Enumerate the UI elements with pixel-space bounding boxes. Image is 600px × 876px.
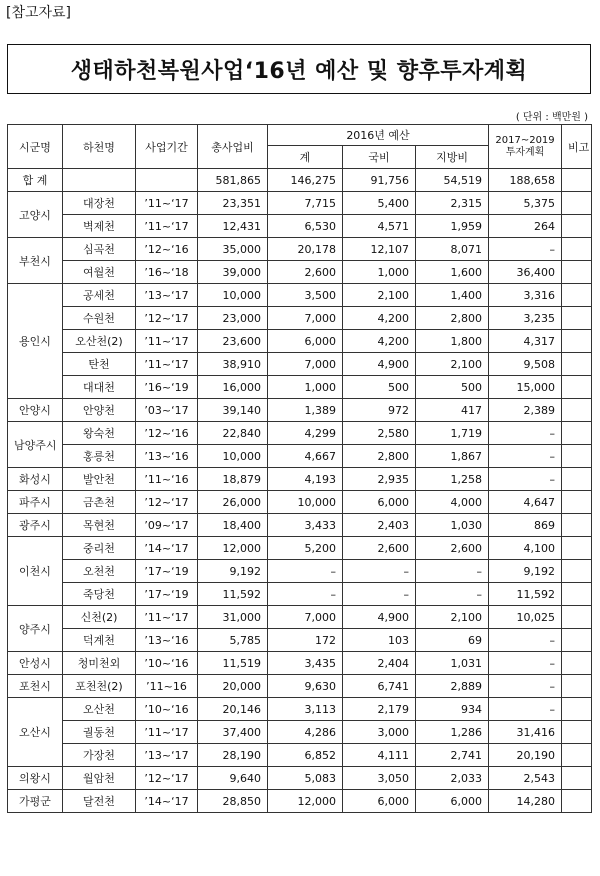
note-cell <box>562 491 592 514</box>
plan-cell: 2,543 <box>489 767 562 790</box>
sum-cell: 4,193 <box>268 468 343 491</box>
plan-cell: – <box>489 445 562 468</box>
total-cell: 9,192 <box>198 560 268 583</box>
table-row <box>8 744 592 767</box>
total-cell: 28,850 <box>198 790 268 813</box>
sum-cell: 9,630 <box>268 675 343 698</box>
national-cell: 1,000 <box>343 261 416 284</box>
note-cell <box>562 330 592 353</box>
table-row <box>8 261 592 284</box>
local-cell: 2,600 <box>416 537 489 560</box>
table-row <box>8 537 592 560</box>
plan-cell: – <box>489 629 562 652</box>
river-cell: 심곡천 <box>63 238 136 261</box>
period-cell: ’14~‘17 <box>136 790 198 813</box>
sum-cell: – <box>268 560 343 583</box>
national-cell: 6,000 <box>343 790 416 813</box>
table-row <box>8 560 592 583</box>
plan-cell: – <box>489 422 562 445</box>
national-cell: 4,571 <box>343 215 416 238</box>
river-cell: 가장천 <box>63 744 136 767</box>
total-cell <box>562 169 592 192</box>
plan-cell: 4,100 <box>489 537 562 560</box>
note-cell <box>562 629 592 652</box>
total-cell: 28,190 <box>198 744 268 767</box>
local-cell: 1,867 <box>416 445 489 468</box>
river-cell: 오산천 <box>63 698 136 721</box>
period-cell: ’14~‘17 <box>136 537 198 560</box>
total-cell: 35,000 <box>198 238 268 261</box>
national-cell: 2,403 <box>343 514 416 537</box>
national-cell: 2,404 <box>343 652 416 675</box>
river-cell: 대장천 <box>63 192 136 215</box>
sum-cell: 1,389 <box>268 399 343 422</box>
note-cell <box>562 537 592 560</box>
table-row <box>8 376 592 399</box>
table-row <box>8 721 592 744</box>
river-cell: 안양천 <box>63 399 136 422</box>
header-river: 하천명 <box>63 125 136 169</box>
region-cell: 양주시 <box>8 606 63 652</box>
plan-cell: 9,508 <box>489 353 562 376</box>
header-region: 시군명 <box>8 125 63 169</box>
table-row <box>8 491 592 514</box>
national-cell: 6,741 <box>343 675 416 698</box>
table-row <box>8 307 592 330</box>
plan-cell: 15,000 <box>489 376 562 399</box>
total-cell: 188,658 <box>489 169 562 192</box>
total-cell: 10,000 <box>198 284 268 307</box>
plan-cell: 5,375 <box>489 192 562 215</box>
header-plan: 2017~2019 투자계획 <box>489 125 562 169</box>
national-cell: 4,200 <box>343 307 416 330</box>
local-cell: 8,071 <box>416 238 489 261</box>
period-cell: ’13~‘16 <box>136 629 198 652</box>
plan-cell: 264 <box>489 215 562 238</box>
river-cell: 청미천외 <box>63 652 136 675</box>
note-cell <box>562 514 592 537</box>
local-cell: 1,030 <box>416 514 489 537</box>
header-local: 지방비 <box>416 146 489 169</box>
plan-cell: – <box>489 675 562 698</box>
sum-cell: 3,433 <box>268 514 343 537</box>
period-cell: ’11~‘17 <box>136 721 198 744</box>
sum-cell: 20,178 <box>268 238 343 261</box>
sum-cell: 3,113 <box>268 698 343 721</box>
table-row <box>8 698 592 721</box>
total-cell: 31,000 <box>198 606 268 629</box>
reference-label: [참고자료] <box>6 5 72 21</box>
river-cell: 궐동천 <box>63 721 136 744</box>
plan-cell: 2,389 <box>489 399 562 422</box>
national-cell: 2,935 <box>343 468 416 491</box>
period-cell: ’11~‘17 <box>136 353 198 376</box>
period-cell: ’12~‘16 <box>136 422 198 445</box>
total-cell: 16,000 <box>198 376 268 399</box>
river-cell: 오산천(2) <box>63 330 136 353</box>
period-cell: ’03~‘17 <box>136 399 198 422</box>
total-cell: 37,400 <box>198 721 268 744</box>
river-cell: 달전천 <box>63 790 136 813</box>
local-cell: 2,315 <box>416 192 489 215</box>
local-cell: 934 <box>416 698 489 721</box>
local-cell: 1,031 <box>416 652 489 675</box>
sum-cell: 5,083 <box>268 767 343 790</box>
local-cell: 4,000 <box>416 491 489 514</box>
period-cell: ’10~‘16 <box>136 652 198 675</box>
river-cell: 오천천 <box>63 560 136 583</box>
sum-cell: 7,000 <box>268 353 343 376</box>
region-cell: 의왕시 <box>8 767 63 790</box>
plan-cell: – <box>489 468 562 491</box>
table-header <box>8 125 592 169</box>
region-cell: 고양시 <box>8 192 63 238</box>
total-cell: 18,400 <box>198 514 268 537</box>
period-cell: ’09~‘17 <box>136 514 198 537</box>
sum-cell: 7,000 <box>268 606 343 629</box>
total-cell: 146,275 <box>268 169 343 192</box>
sum-cell: 1,000 <box>268 376 343 399</box>
note-cell <box>562 698 592 721</box>
plan-cell: – <box>489 238 562 261</box>
note-cell <box>562 445 592 468</box>
local-cell: 2,100 <box>416 606 489 629</box>
region-cell: 안성시 <box>8 652 63 675</box>
period-cell: ’12~‘17 <box>136 767 198 790</box>
period-cell: ’13~‘17 <box>136 744 198 767</box>
sum-cell: 172 <box>268 629 343 652</box>
sum-cell: 6,530 <box>268 215 343 238</box>
river-cell: 덕계천 <box>63 629 136 652</box>
national-cell: 4,111 <box>343 744 416 767</box>
total-cell <box>136 169 198 192</box>
local-cell: 2,100 <box>416 353 489 376</box>
total-cell: 39,140 <box>198 399 268 422</box>
total-cell: 39,000 <box>198 261 268 284</box>
table-row <box>8 652 592 675</box>
note-cell <box>562 744 592 767</box>
total-cell: 10,000 <box>198 445 268 468</box>
note-cell <box>562 261 592 284</box>
local-cell: 2,741 <box>416 744 489 767</box>
national-cell: 2,580 <box>343 422 416 445</box>
region-cell: 포천시 <box>8 675 63 698</box>
local-cell: 1,600 <box>416 261 489 284</box>
river-cell: 공세천 <box>63 284 136 307</box>
note-cell <box>562 353 592 376</box>
total-cell: 23,600 <box>198 330 268 353</box>
national-cell: 3,050 <box>343 767 416 790</box>
period-cell: ’13~‘16 <box>136 445 198 468</box>
note-cell <box>562 215 592 238</box>
national-cell: 3,000 <box>343 721 416 744</box>
river-cell: 월암천 <box>63 767 136 790</box>
local-cell: – <box>416 560 489 583</box>
national-cell: – <box>343 583 416 606</box>
river-cell: 수원천 <box>63 307 136 330</box>
national-cell: 103 <box>343 629 416 652</box>
sum-cell: 10,000 <box>268 491 343 514</box>
sum-cell: 5,200 <box>268 537 343 560</box>
national-cell: 4,200 <box>343 330 416 353</box>
national-cell: 5,400 <box>343 192 416 215</box>
header-note: 비고 <box>562 125 592 169</box>
sum-cell: 7,715 <box>268 192 343 215</box>
plan-cell: 10,025 <box>489 606 562 629</box>
table-row <box>8 353 592 376</box>
local-cell: 1,258 <box>416 468 489 491</box>
total-cell: 9,640 <box>198 767 268 790</box>
region-cell: 부천시 <box>8 238 63 284</box>
plan-cell: – <box>489 652 562 675</box>
sum-cell: 7,000 <box>268 307 343 330</box>
table-row <box>8 399 592 422</box>
total-cell: 20,146 <box>198 698 268 721</box>
plan-cell: 9,192 <box>489 560 562 583</box>
river-cell: 대대천 <box>63 376 136 399</box>
note-cell <box>562 652 592 675</box>
region-cell: 광주시 <box>8 514 63 537</box>
table-row <box>8 790 592 813</box>
river-cell: 왕숙천 <box>63 422 136 445</box>
local-cell: 500 <box>416 376 489 399</box>
table-row <box>8 422 592 445</box>
national-cell: 500 <box>343 376 416 399</box>
total-cell: 5,785 <box>198 629 268 652</box>
local-cell: 1,400 <box>416 284 489 307</box>
period-cell: ’12~‘16 <box>136 238 198 261</box>
national-cell: 2,179 <box>343 698 416 721</box>
plan-cell: 4,647 <box>489 491 562 514</box>
note-cell <box>562 238 592 261</box>
period-cell: ’11~‘17 <box>136 192 198 215</box>
period-cell: ’11~‘17 <box>136 215 198 238</box>
table-row <box>8 583 592 606</box>
local-cell: 2,033 <box>416 767 489 790</box>
period-cell: ’16~‘19 <box>136 376 198 399</box>
header-budget-2016: 2016년 예산 <box>268 125 489 146</box>
table-row <box>8 514 592 537</box>
national-cell: 6,000 <box>343 491 416 514</box>
unit-label: ( 단위 : 백만원 ) <box>515 112 588 123</box>
local-cell: 1,719 <box>416 422 489 445</box>
river-cell: 여월천 <box>63 261 136 284</box>
plan-cell: 11,592 <box>489 583 562 606</box>
period-cell: ’13~‘17 <box>136 284 198 307</box>
region-cell: 가평군 <box>8 790 63 813</box>
river-cell: 포천천(2) <box>63 675 136 698</box>
period-cell: ’11~16 <box>136 675 198 698</box>
total-cell: 23,351 <box>198 192 268 215</box>
table-row <box>8 445 592 468</box>
river-cell: 금촌천 <box>63 491 136 514</box>
river-cell: 홍릉천 <box>63 445 136 468</box>
plan-cell: 36,400 <box>489 261 562 284</box>
note-cell <box>562 790 592 813</box>
note-cell <box>562 422 592 445</box>
period-cell: ’12~‘17 <box>136 491 198 514</box>
total-label: 합 계 <box>8 169 63 192</box>
note-cell <box>562 606 592 629</box>
plan-cell: 14,280 <box>489 790 562 813</box>
budget-table <box>7 124 592 813</box>
sum-cell: 4,299 <box>268 422 343 445</box>
local-cell: 6,000 <box>416 790 489 813</box>
plan-cell: 4,317 <box>489 330 562 353</box>
total-cell: 38,910 <box>198 353 268 376</box>
river-cell: 죽당천 <box>63 583 136 606</box>
total-cell: 91,756 <box>343 169 416 192</box>
total-cell: 581,865 <box>198 169 268 192</box>
national-cell: 4,900 <box>343 606 416 629</box>
plan-cell: 3,316 <box>489 284 562 307</box>
table-row <box>8 675 592 698</box>
region-cell: 파주시 <box>8 491 63 514</box>
period-cell: ’11~‘16 <box>136 468 198 491</box>
table-row <box>8 330 592 353</box>
note-cell <box>562 307 592 330</box>
sum-cell: 12,000 <box>268 790 343 813</box>
period-cell: ’17~‘19 <box>136 560 198 583</box>
local-cell: 2,889 <box>416 675 489 698</box>
total-cell: 23,000 <box>198 307 268 330</box>
river-cell: 신천(2) <box>63 606 136 629</box>
period-cell: ’11~‘17 <box>136 330 198 353</box>
plan-cell: 3,235 <box>489 307 562 330</box>
title-box <box>7 44 591 94</box>
sum-cell: 3,500 <box>268 284 343 307</box>
header-period: 사업기간 <box>136 125 198 169</box>
total-cell: 20,000 <box>198 675 268 698</box>
table-body <box>8 169 592 813</box>
plan-cell: 31,416 <box>489 721 562 744</box>
total-cell: 12,000 <box>198 537 268 560</box>
table-row <box>8 238 592 261</box>
national-cell: 2,600 <box>343 537 416 560</box>
header-total: 총사업비 <box>198 125 268 169</box>
total-cell: 12,431 <box>198 215 268 238</box>
total-cell: 26,000 <box>198 491 268 514</box>
table-row <box>8 468 592 491</box>
period-cell: ’16~‘18 <box>136 261 198 284</box>
table-row <box>8 215 592 238</box>
header-sum: 계 <box>268 146 343 169</box>
note-cell <box>562 468 592 491</box>
period-cell: ’11~‘17 <box>136 606 198 629</box>
region-cell: 이천시 <box>8 537 63 606</box>
local-cell: 1,959 <box>416 215 489 238</box>
sum-cell: 2,600 <box>268 261 343 284</box>
national-cell: 972 <box>343 399 416 422</box>
plan-cell: 20,190 <box>489 744 562 767</box>
total-row <box>8 169 592 192</box>
note-cell <box>562 721 592 744</box>
note-cell <box>562 767 592 790</box>
region-cell: 용인시 <box>8 284 63 399</box>
total-cell: 11,592 <box>198 583 268 606</box>
note-cell <box>562 583 592 606</box>
note-cell <box>562 284 592 307</box>
national-cell: 2,800 <box>343 445 416 468</box>
total-cell: 54,519 <box>416 169 489 192</box>
region-cell: 남양주시 <box>8 422 63 468</box>
total-cell: 22,840 <box>198 422 268 445</box>
local-cell: – <box>416 583 489 606</box>
note-cell <box>562 192 592 215</box>
region-cell: 오산시 <box>8 698 63 767</box>
note-cell <box>562 560 592 583</box>
plan-cell: 869 <box>489 514 562 537</box>
total-cell <box>63 169 136 192</box>
river-cell: 벽제천 <box>63 215 136 238</box>
national-cell: 4,900 <box>343 353 416 376</box>
sum-cell: – <box>268 583 343 606</box>
sum-cell: 6,852 <box>268 744 343 767</box>
table-row <box>8 606 592 629</box>
period-cell: ’17~‘19 <box>136 583 198 606</box>
table-row <box>8 284 592 307</box>
total-cell: 18,879 <box>198 468 268 491</box>
local-cell: 1,286 <box>416 721 489 744</box>
sum-cell: 4,667 <box>268 445 343 468</box>
local-cell: 1,800 <box>416 330 489 353</box>
river-cell: 목현천 <box>63 514 136 537</box>
river-cell: 탄천 <box>63 353 136 376</box>
national-cell: – <box>343 560 416 583</box>
region-cell: 안양시 <box>8 399 63 422</box>
river-cell: 중리천 <box>63 537 136 560</box>
national-cell: 12,107 <box>343 238 416 261</box>
sum-cell: 6,000 <box>268 330 343 353</box>
national-cell: 2,100 <box>343 284 416 307</box>
total-cell: 11,519 <box>198 652 268 675</box>
plan-cell: – <box>489 698 562 721</box>
note-cell <box>562 376 592 399</box>
sum-cell: 4,286 <box>268 721 343 744</box>
table-row <box>8 192 592 215</box>
local-cell: 2,800 <box>416 307 489 330</box>
table-row <box>8 629 592 652</box>
local-cell: 69 <box>416 629 489 652</box>
period-cell: ’12~‘17 <box>136 307 198 330</box>
note-cell <box>562 399 592 422</box>
river-cell: 발안천 <box>63 468 136 491</box>
local-cell: 417 <box>416 399 489 422</box>
period-cell: ’10~‘16 <box>136 698 198 721</box>
table-row <box>8 767 592 790</box>
page-title: 생태하천복원사업‘16년 예산 및 향후투자계획 <box>70 58 528 84</box>
region-cell: 화성시 <box>8 468 63 491</box>
header-national: 국비 <box>343 146 416 169</box>
sum-cell: 3,435 <box>268 652 343 675</box>
note-cell <box>562 675 592 698</box>
